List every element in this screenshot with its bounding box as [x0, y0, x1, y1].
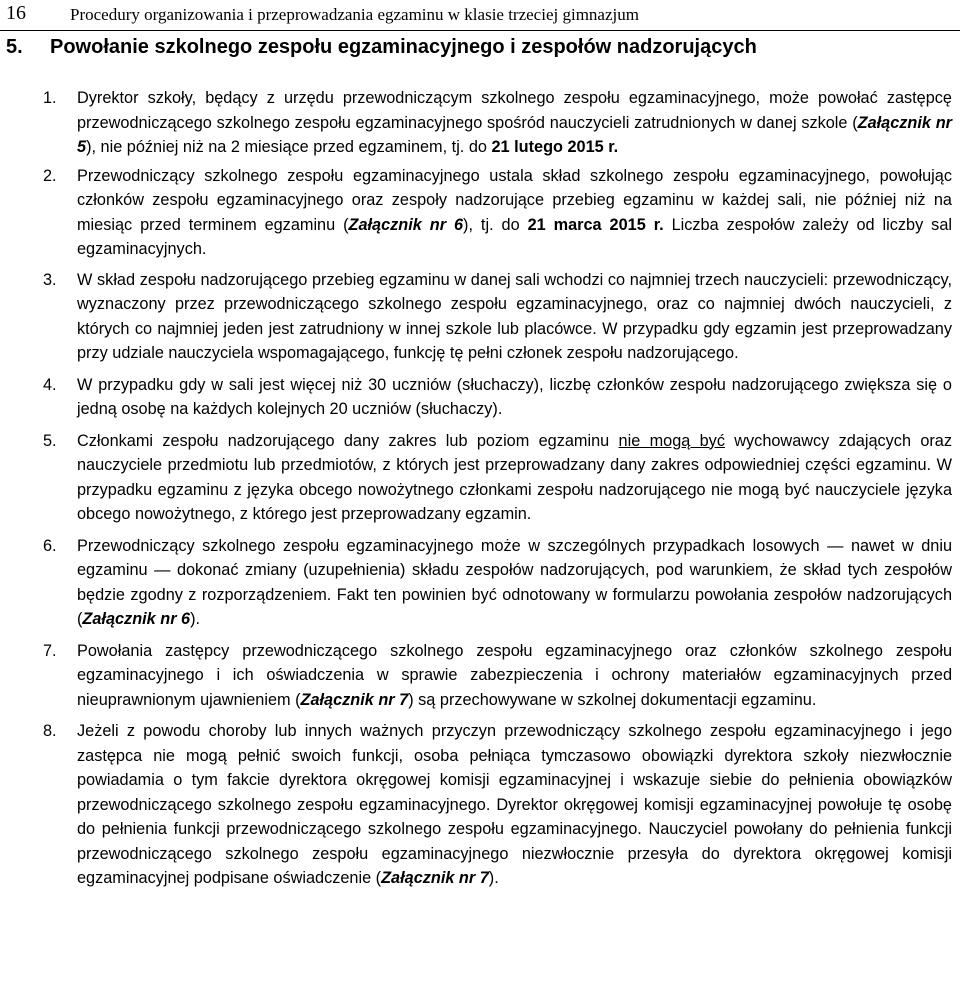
- item-text: W przypadku gdy w sali jest więcej niż 30 uczniów (słuchaczy), liczbę członków zespołu nadzorującego zwiększa się o jedną osobę na każdych kolejnych 20 uczniów (słuchaczy).: [77, 375, 952, 418]
- section-title: [6, 36, 757, 59]
- item-number: 7.: [43, 641, 57, 660]
- item-text: Jeżeli z powodu choroby lub innych ważnych przyczyn przewodniczący szkolnego zespołu egzaminacyjnego i jego zastępca nie mogą pełnić swoich funkcji, osoba pełniąca tymczasowo obowiązki dyrektora szkoły niezwłocznie powiadamia o tym fakcie dyrektora okręgowej komisji egzaminacyjnej i wskazuje siebie do pełnienia obowiązków przewodniczącego szkolnego zespołu egzaminacyjnego. Dyrektor okręgowej komisji egzaminacyjnej powołuje tę osobę do pełnienia funkcji przewodniczącego szkolnego zespołu egzaminacyjnego. Nauczyciel powołany do pełnienia funkcji przewodniczącego szkolnego zespołu egzaminacyjnego niezwłocznie przesyła do dyrektora okręgowej komisji egzaminacyjnej podpisane oświadczenie (: [77, 722, 952, 887]
- list-item: [0, 639, 960, 713]
- item-number: 2.: [43, 166, 57, 185]
- attachment-reference: Załącznik nr 7: [381, 869, 489, 887]
- item-text: Przewodniczący szkolnego zespołu egzaminacyjnego ustala skład szkolnego zespołu egzaminacyjnego, powołując członków zespołu egzaminacyjnego oraz zespoły nadzorujące przebieg egzaminu w każdej sali, nie później niż na miesiąc przed terminem egzaminu (: [77, 166, 952, 234]
- item-text: W skład zespołu nadzorującego przebieg egzaminu w danej sali wchodzi co najmniej trzech nauczycieli: przewodniczący, wyznaczony przez przewodniczącego szkolnego zespołu egzaminacyjnego, oraz co najmniej dwóch nauczycieli, z których co najmniej jeden jest zatrudniony w innej szkole lub placówce. W przypadku gdy egzamin jest przeprowadzany przy udziale nauczyciela wspomagającego, funkcję tę pełni członek zespołu nadzorującego.: [77, 270, 952, 362]
- item-text: ), nie później niż na 2 miesiące przed egzaminem, tj. do: [86, 138, 492, 156]
- item-text: ).: [488, 869, 499, 887]
- deadline-date: 21 lutego 2015 r.: [491, 138, 619, 156]
- item-text: Liczba zespołów zależy od liczby sal egzaminacyjnych.: [77, 215, 952, 258]
- item-text: Przewodniczący szkolnego zespołu egzaminacyjnego może w szczególnych przypadkach losowych — nawet w dniu egzaminu — dokonać zmiany (uzupełnienia) składu zespołów nadzorujących, pod warunkiem, że skład tych zespołów będzie zgodny z rozporządzeniem. Fakt ten powinien być odnotowany w formularzu powołania zespołów nadzorujących (: [77, 536, 952, 628]
- item-text: Członkami zespołu nadzorującego dany zakres lub poziom egzaminu: [77, 431, 619, 450]
- item-text: Dyrektor szkoły, będący z urzędu przewodniczącym szkolnego zespołu egzaminacyjnego, może powołać zastępcę przewodniczącego szkolnego zespołu egzaminacyjnego spośród nauczycieli zatrudnionych w danej szkole (: [77, 89, 952, 132]
- paragraph-list: [0, 86, 960, 891]
- list-item: [0, 719, 960, 891]
- list-item: [0, 268, 960, 366]
- item-text: ) są przechowywane w szkolnej dokumentacji egzaminu.: [408, 690, 817, 709]
- attachment-reference: Załącznik nr 7: [300, 690, 409, 709]
- header-rule: [0, 30, 960, 31]
- page-number: 16: [6, 2, 26, 24]
- emphasis-underline: nie mogą być: [618, 431, 725, 450]
- list-item: [0, 86, 960, 160]
- list-item: [0, 534, 960, 632]
- attachment-reference: Załącznik nr 6: [348, 215, 464, 234]
- item-number: 5.: [43, 431, 57, 450]
- section-title-text: Powołanie szkolnego zespołu egzaminacyjnego i zespołów nadzorujących: [50, 36, 757, 58]
- item-text: ), tj. do: [463, 215, 528, 234]
- item-text: Powołania zastępcy przewodniczącego szkolnego zespołu egzaminacyjnego oraz członków szkolnego zespołu egzaminacyjnego i ich oświadczenia w sprawie zabezpieczenia i ochrony materiałów egzaminacyjnych przed nieuprawnionym ujawnieniem (: [77, 641, 952, 709]
- item-number: 4.: [43, 375, 57, 394]
- page-header: [6, 2, 950, 28]
- item-number: 6.: [43, 536, 57, 555]
- list-item: [0, 373, 960, 422]
- deadline-date: 21 marca 2015 r.: [527, 215, 664, 234]
- item-text: ).: [190, 610, 201, 628]
- item-number: 3.: [43, 270, 57, 289]
- running-title: Procedury organizowania i przeprowadzania egzaminu w klasie trzeciej gimnazjum: [70, 5, 639, 24]
- item-text: wychowawcy zdających oraz nauczyciele przedmiotu lub przedmiotów, z których jest przeprowadzany dany zakres odpowiedniej części egzaminu. W przypadku egzaminu z języka obcego nowożytnego członkami zespołu nadzorującego nie mogą być nauczyciele języka obcego nowożytnego, z którego jest przeprowadzany egzamin.: [77, 431, 952, 523]
- item-number: 1.: [43, 89, 57, 107]
- list-item: [0, 429, 960, 527]
- attachment-reference: Załącznik nr 5: [77, 113, 952, 156]
- list-item: [0, 164, 960, 262]
- item-number: 8.: [43, 722, 57, 740]
- attachment-reference: Załącznik nr 6: [82, 610, 191, 628]
- section-number: 5.: [6, 36, 23, 58]
